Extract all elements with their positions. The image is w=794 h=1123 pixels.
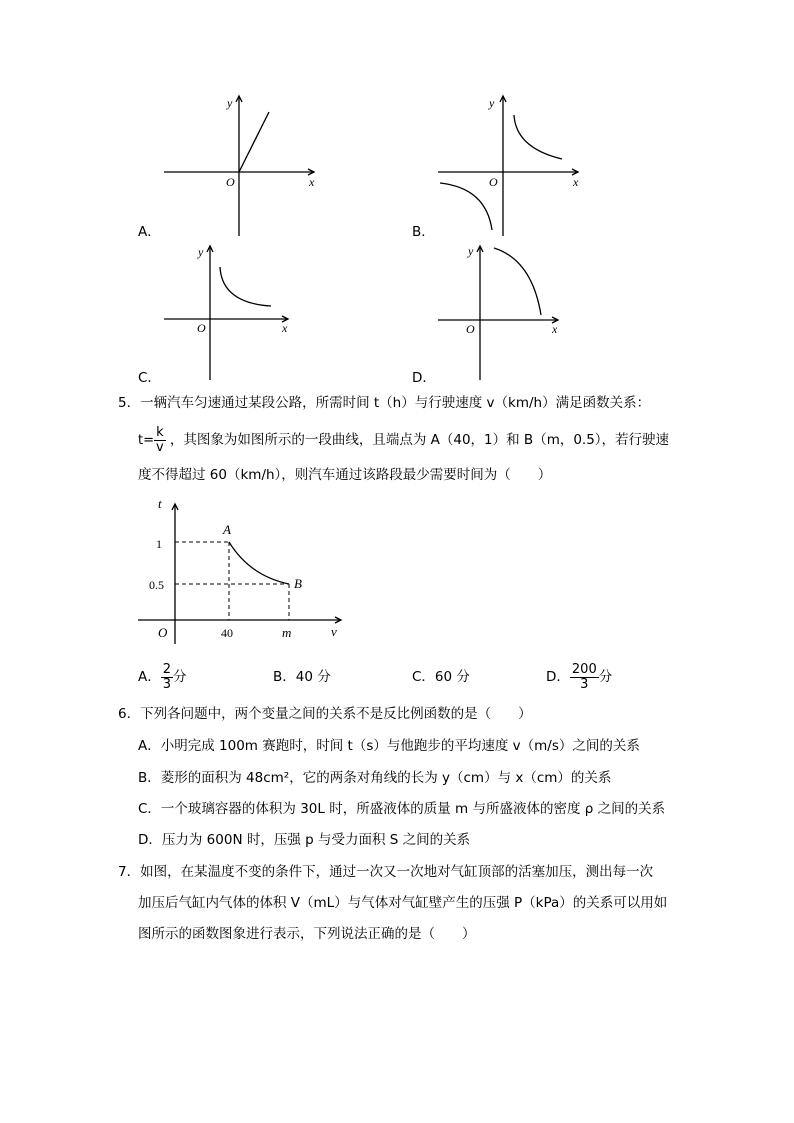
origin-label: O [489, 175, 498, 189]
decreasing-curve [494, 248, 541, 315]
q5-graph [136, 494, 356, 646]
q6-option-a[interactable]: A．小明完成 100m 赛跑时，时间 t（s）与他跑步的平均速度 v（m/s）之间的关系 [138, 738, 640, 754]
curve-ab [229, 542, 289, 584]
q5-formula: t= $\frac{k}{v}$ [138, 425, 164, 455]
q5-text-2: ，其图象为如图所示的一段曲线，且端点为 A（40，1）和 B（m，0.5），若行驶速 [169, 432, 670, 448]
graph-a [150, 90, 330, 240]
tick-40: 40 [221, 626, 233, 640]
q6-option-b[interactable]: B．菱形的面积为 48cm²，它的两条对角线的长为 y（cm）与 x（cm）的关系 [138, 770, 612, 786]
hyperbola-branch-1 [514, 115, 562, 159]
q5-line1 [118, 393, 650, 413]
linear-line [239, 112, 269, 172]
q6-option-d[interactable]: D．压力为 600N 时，压强 p 与受力面积 S 之间的关系 [138, 832, 471, 848]
graph-d [430, 240, 570, 382]
y-label: y [489, 96, 495, 110]
point-a-label: A [223, 522, 231, 537]
q5-number: 5． [118, 395, 141, 411]
option-a-label[interactable]: A． [138, 224, 161, 240]
t-axis-label: t [158, 496, 162, 511]
q5-option-c[interactable]: C．60 分 [412, 669, 470, 685]
hyperbola-branch [220, 267, 271, 306]
tick-0-5: 0.5 [149, 578, 164, 592]
x-label: x [573, 175, 579, 189]
x-label: x [552, 322, 558, 336]
q5-option-b[interactable]: B．40 分 [273, 669, 331, 685]
origin-label: O [158, 625, 168, 640]
y-label: y [198, 245, 204, 259]
q7-line1: 7．如图，在某温度不变的条件下，通过一次又一次地对气缸顶部的活塞加压，测出每一次 [118, 864, 654, 880]
graph-b [430, 90, 600, 240]
y-label: y [468, 244, 474, 258]
origin-label: O [197, 321, 206, 335]
origin-label: O [226, 175, 235, 189]
q5-fraction: $\frac{k}{v}$ [156, 425, 164, 455]
point-b-label: B [294, 576, 302, 591]
y-label: y [227, 96, 233, 110]
origin-label: O [466, 322, 475, 336]
q5-option-d[interactable]: D． $\frac{200}{3}$ 分 [546, 661, 613, 692]
q6-option-c[interactable]: C．一个玻璃容器的体积为 30L 时，所盛液体的质量 m 与所盛液体的密度 ρ 之间的关系 [138, 801, 666, 817]
option-b-label[interactable]: B． [412, 224, 435, 240]
q5-option-a[interactable]: A． $\frac{2}{3}$ 分 [138, 661, 187, 692]
q7-number: 7． [118, 864, 141, 880]
q5-option-d-fraction: $\frac{200}{3}$ [571, 661, 597, 692]
hyperbola-branch-2 [440, 183, 492, 230]
q6-number: 6． [118, 706, 141, 722]
graph-c [160, 240, 300, 380]
option-c-label[interactable]: C． [138, 370, 161, 386]
x-label: x [282, 321, 288, 335]
tick-m: m [282, 625, 292, 640]
q5-line2 [138, 426, 669, 455]
q7-line3: 图所示的函数图象进行表示，下列说法正确的是（ ） [138, 926, 476, 942]
q5-option-a-fraction: $\frac{2}{3}$ [162, 661, 172, 692]
q5-text-1: 一辆汽车匀速通过某段公路，所需时间 t（h）与行驶速度 v（km/h）满足函数关系： [140, 395, 651, 411]
tick-1: 1 [156, 537, 162, 551]
v-axis-label: v [331, 624, 337, 639]
x-label: x [309, 175, 315, 189]
q7-line2: 加压后气缸内气体的体积 V（mL）与气体对气缸壁产生的压强 P（kPa）的关系可以用如 [138, 895, 668, 911]
option-d-label[interactable]: D． [412, 370, 436, 386]
q6-stem: 6．下列各问题中，两个变量之间的关系不是反比例函数的是（ ） [118, 706, 532, 722]
q5-line3: 度不得超过 60（km/h），则汽车通过该路段最少需要时间为（ ） [138, 467, 552, 483]
